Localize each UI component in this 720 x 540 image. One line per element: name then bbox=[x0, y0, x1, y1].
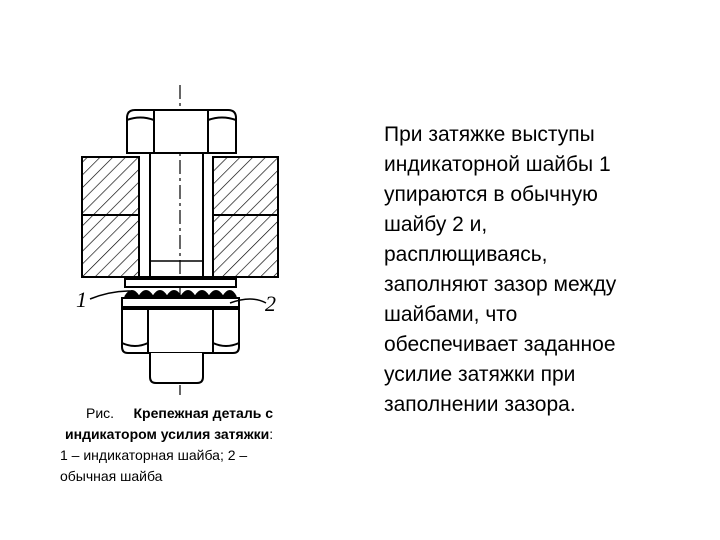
caption-prefix: Рис. bbox=[86, 405, 115, 421]
caption-title-part2: индикатором усилия затяжки bbox=[65, 426, 270, 442]
body-line: упираются в обычную bbox=[384, 183, 598, 206]
body-line: индикаторной шайбы 1 bbox=[384, 153, 611, 176]
body-line: При затяжке выступы bbox=[384, 123, 595, 146]
bolt-shank bbox=[139, 153, 213, 280]
figure-caption bbox=[60, 403, 360, 487]
bolt-head bbox=[127, 110, 236, 153]
body-line: шайбу 2 и, bbox=[384, 213, 488, 236]
body-paragraph bbox=[384, 120, 684, 420]
caption-title-row bbox=[60, 403, 360, 424]
body-line: заполнении зазора. bbox=[384, 393, 576, 416]
caption-title-part1: Крепежная деталь с bbox=[133, 405, 273, 421]
body-line: обеспечивает заданное bbox=[384, 333, 616, 356]
nut bbox=[122, 309, 239, 353]
bolt-assembly-drawing bbox=[70, 85, 295, 395]
body-line: шайбами, что bbox=[384, 303, 518, 326]
body-line: расплющиваясь, bbox=[384, 243, 548, 266]
bolt-tip bbox=[150, 353, 203, 383]
body-line: заполняют зазор между bbox=[384, 273, 617, 296]
caption-title-row2 bbox=[60, 424, 360, 445]
caption-legend-line2: обычная шайба bbox=[60, 468, 163, 484]
caption-legend-line1: 1 – индикаторная шайба; 2 – bbox=[60, 447, 248, 463]
label-2: 2 bbox=[265, 291, 276, 316]
plain-washer bbox=[122, 298, 239, 307]
label-1: 1 bbox=[76, 287, 87, 312]
caption-colon: : bbox=[269, 426, 274, 442]
body-line: усилие затяжки при bbox=[384, 363, 576, 386]
